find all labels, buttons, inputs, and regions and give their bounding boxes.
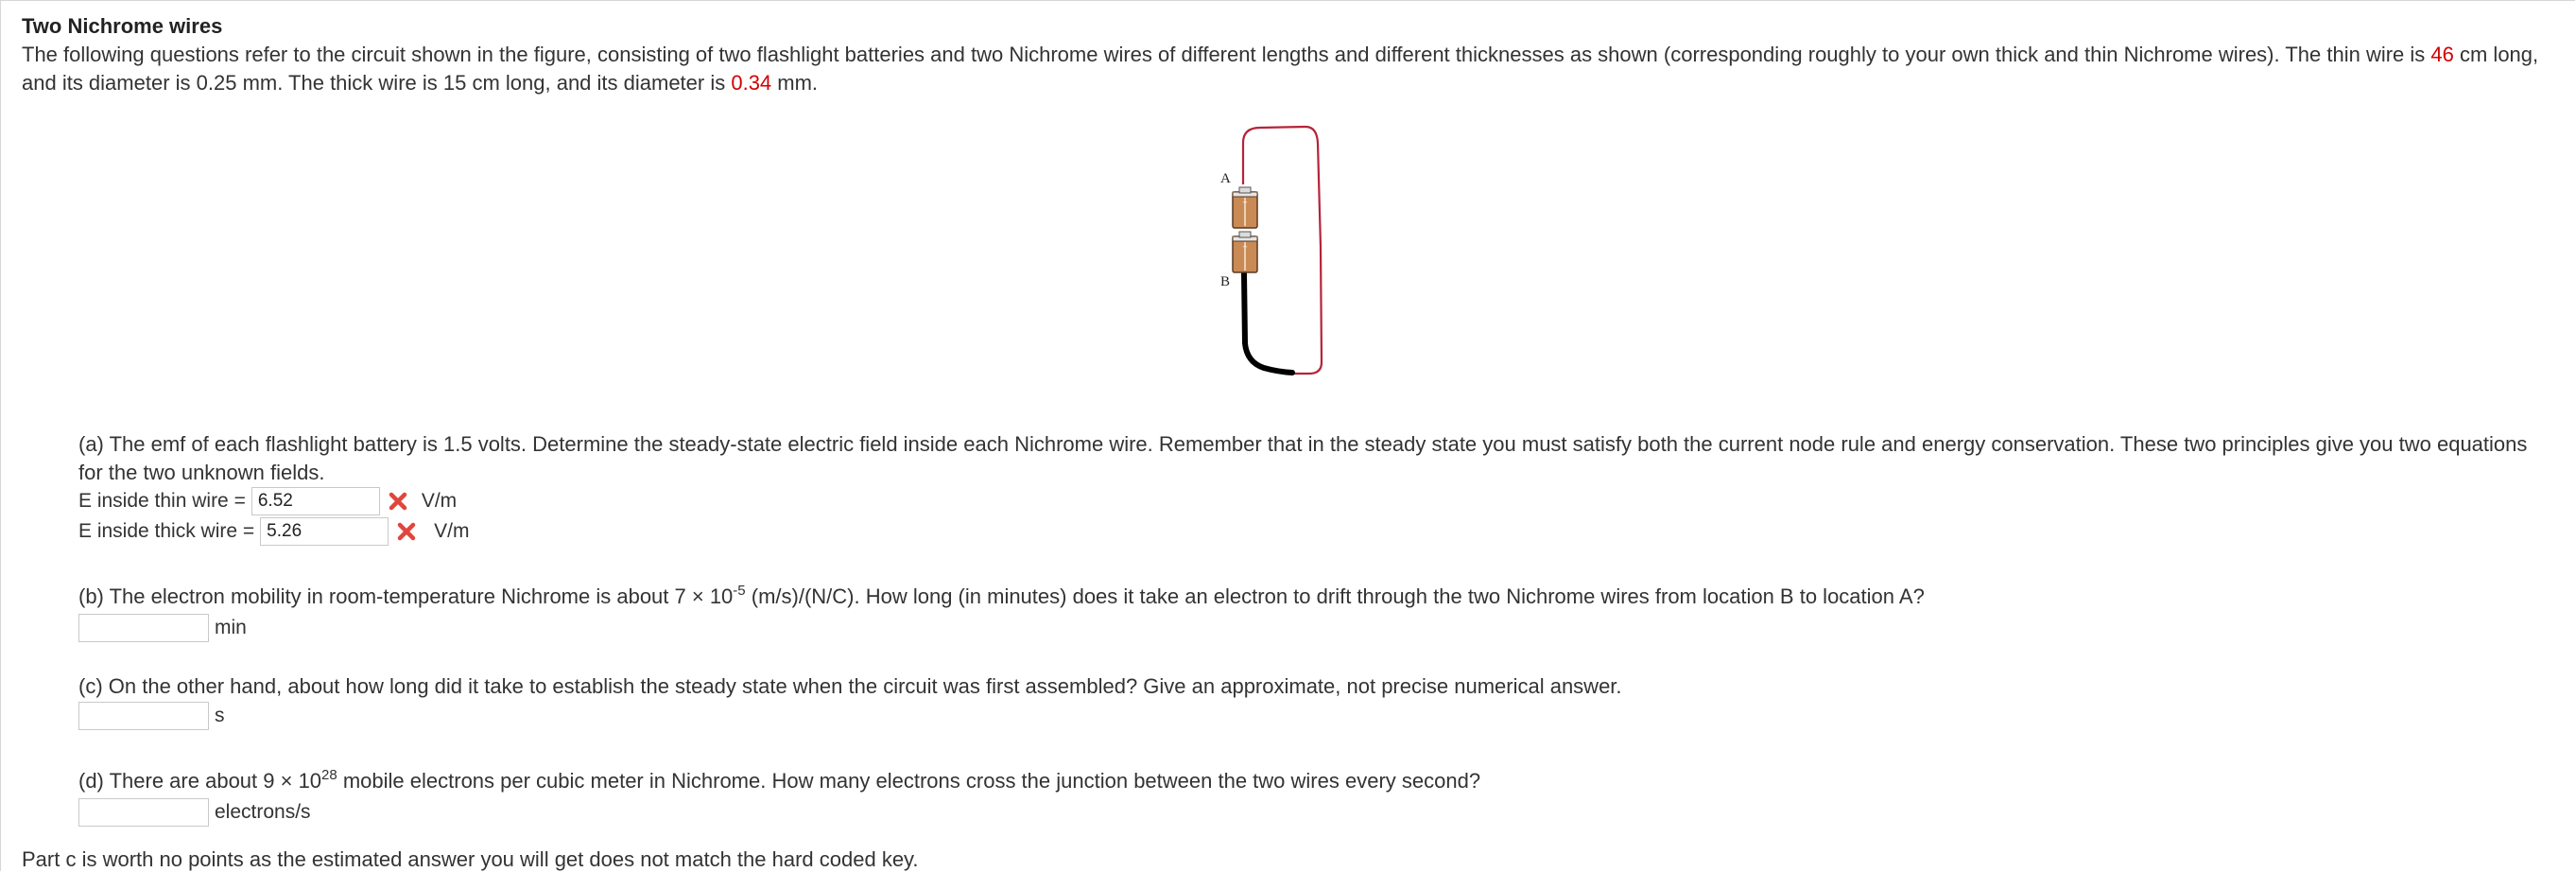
electron-rate-answer-row — [78, 798, 311, 827]
question-a-text: (a) The emf of each flashlight battery is 1.5 volts. Determine the steady-state electric field inside each Nichrome wire. Remember that in the steady state you must satisfy both the current node rule and energy conservation. These two principles give you two equations for the two unknown fields. — [78, 432, 2528, 484]
svg-text:+: + — [1242, 199, 1248, 206]
electron-rate-unit: electrons/s — [215, 801, 311, 823]
intro-text-2: cm long, and its diameter is 0.25 mm. The thick wire is 15 cm long, and its diameter is — [22, 43, 2539, 95]
thick-diameter-value: 0.34 — [731, 71, 772, 95]
thin-wire-answer-row — [78, 487, 457, 515]
problem-title: Two Nichrome wires — [22, 14, 223, 38]
question-d-exponent: 28 — [321, 767, 337, 783]
label-b: B — [1220, 274, 1231, 289]
thick-wire-answer-row — [78, 517, 470, 546]
thin-wire-label: E inside thin wire = — [78, 490, 246, 512]
drift-time-unit: min — [215, 617, 247, 638]
steady-state-time-input[interactable] — [78, 702, 209, 730]
battery-top — [1233, 187, 1257, 228]
question-d-text-2: mobile electrons per cubic meter in Nichrome. How many electrons cross the junction between the two wires every second? — [337, 769, 1481, 793]
circuit-diagram — [1211, 114, 1400, 389]
thick-wire-field-input[interactable] — [260, 517, 389, 546]
drift-time-input[interactable] — [78, 614, 209, 642]
question-d-text-1: (d) There are about 9 × 10 — [78, 769, 322, 793]
question-c-text: (c) On the other hand, about how long did it take to establish the steady state when the circuit was first assembled? Give an approximate, not precise numerical answer. — [78, 674, 1622, 698]
thin-wire-unit: V/m — [421, 490, 458, 512]
electron-rate-input[interactable] — [78, 798, 209, 827]
thick-wire — [1244, 273, 1292, 373]
intro-text-3: mm. — [771, 71, 819, 95]
footer-note: Part c is worth no points as the estimated answer you will get does not match the hard coded key. — [22, 847, 919, 871]
thin-wire-field-input[interactable] — [251, 487, 380, 515]
thin-length-value: 46 — [2430, 43, 2454, 66]
battery-bottom — [1233, 232, 1257, 272]
incorrect-x-icon — [396, 521, 417, 542]
thick-wire-unit: V/m — [434, 520, 470, 542]
svg-text:+: + — [1242, 243, 1248, 251]
question-b-text-1: (b) The electron mobility in room-temperature Nichrome is about 7 × 10 — [78, 584, 734, 608]
question-b-text-2: (m/s)/(N/C). How long (in minutes) does it take an electron to drift through the two Nichrome wires from location B to location A? — [745, 584, 1925, 608]
intro-text-1: The following questions refer to the circuit shown in the figure, consisting of two flashlight batteries and two Nichrome wires of different lengths and different thicknesses as shown (corresponding roughly to your own thick and thin Nichrome wires). The thin wire is — [22, 43, 2431, 66]
steady-state-time-unit: s — [215, 705, 225, 726]
problem-intro — [22, 41, 2555, 97]
question-b-text — [78, 583, 2536, 611]
steady-state-time-answer-row — [78, 702, 225, 730]
incorrect-x-icon — [388, 491, 408, 512]
question-b-exponent: -5 — [733, 583, 746, 599]
drift-time-answer-row — [78, 614, 247, 642]
thick-wire-label: E inside thick wire = — [78, 520, 255, 542]
label-a: A — [1220, 171, 1231, 186]
question-d-text — [78, 767, 2536, 795]
